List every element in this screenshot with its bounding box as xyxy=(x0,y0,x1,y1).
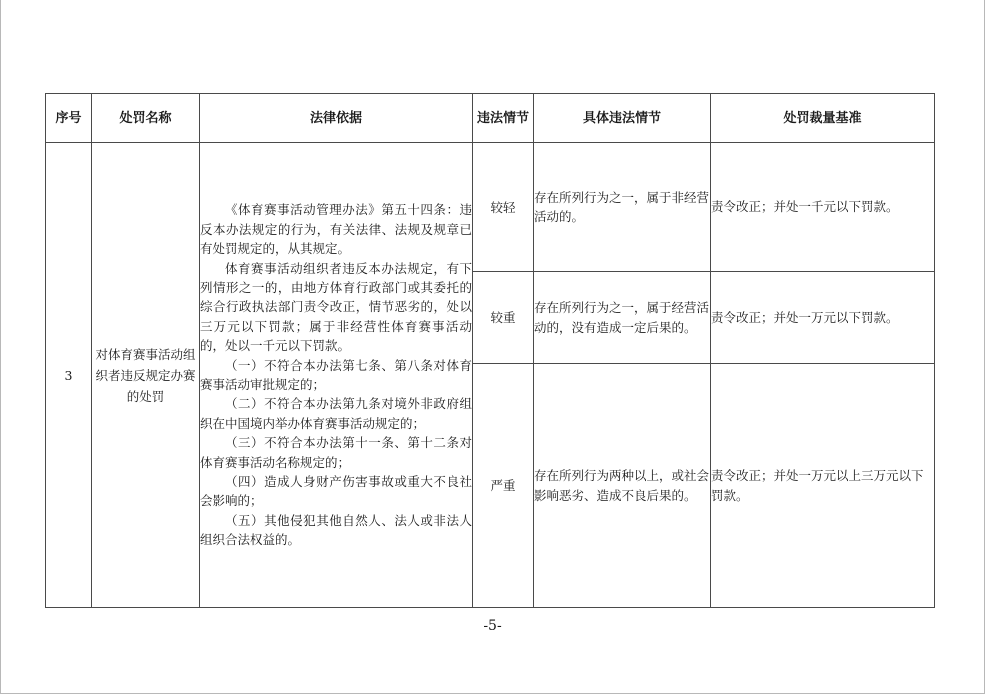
circumstance-detail-minor: 存在所列行为之一，属于非经营活动的。 xyxy=(534,143,711,272)
legal-basis-item: （三）不符合本办法第十一条、第十二条对体育赛事活动名称规定的； xyxy=(200,435,472,470)
header-penalty-standard: 处罚裁量基准 xyxy=(711,94,935,143)
circumstance-level-serious: 较重 xyxy=(473,272,534,364)
legal-basis xyxy=(200,143,473,608)
legal-basis-paragraph: 体育赛事活动组织者违反本办法规定，有下列情形之一的，由地方体育行政部门或其委托的综合行政执法部门责令改正，情节恶劣的，处以三万元以下罚款；属于非经营性体育赛事活动的，处以一千元以下罚款。 xyxy=(200,260,472,354)
penalty-name: 对体育赛事活动组织者违反规定办赛的处罚 xyxy=(92,143,200,608)
penalty-standard-severe: 责令改正；并处一万元以上三万元以下罚款。 xyxy=(711,364,935,608)
legal-basis-paragraph: 《体育赛事活动管理办法》第五十四条：违反本办法规定的行为，有关法律、法规及规章已有处罚规定的，从其规定。 xyxy=(200,202,472,257)
penalty-standard-serious: 责令改正；并处一万元以下罚款。 xyxy=(711,272,935,364)
legal-basis-item: （五）其他侵犯其他自然人、法人或非法人组织合法权益的。 xyxy=(200,512,472,548)
circumstance-detail-serious: 存在所列行为之一，属于经营活动的，没有造成一定后果的。 xyxy=(534,272,711,364)
penalty-table xyxy=(45,93,935,608)
legal-basis-item: （二）不符合本办法第九条对境外非政府组织在中国境内举办体育赛事活动规定的； xyxy=(200,396,472,431)
page-number: -5- xyxy=(483,618,502,634)
circumstance-level-severe: 严重 xyxy=(473,364,534,608)
circumstance-level-minor: 较轻 xyxy=(473,143,534,272)
legal-basis-item: （四）造成人身财产伤害事故或重大不良社会影响的； xyxy=(200,474,472,509)
legal-basis-item: （一）不符合本办法第七条、第八条对体育赛事活动审批规定的； xyxy=(200,357,472,392)
header-penalty-name: 处罚名称 xyxy=(92,94,200,143)
row-number: 3 xyxy=(46,143,92,608)
table-header-row xyxy=(46,94,935,143)
header-legal-basis: 法律依据 xyxy=(200,94,473,143)
table-row xyxy=(46,143,935,272)
circumstance-detail-severe: 存在所列行为两种以上，或社会影响恶劣、造成不良后果的。 xyxy=(534,364,711,608)
header-specific-circumstance: 具体违法情节 xyxy=(534,94,711,143)
penalty-standard-minor: 责令改正；并处一千元以下罚款。 xyxy=(711,143,935,272)
header-number: 序号 xyxy=(46,94,92,143)
header-circumstance: 违法情节 xyxy=(473,94,534,143)
